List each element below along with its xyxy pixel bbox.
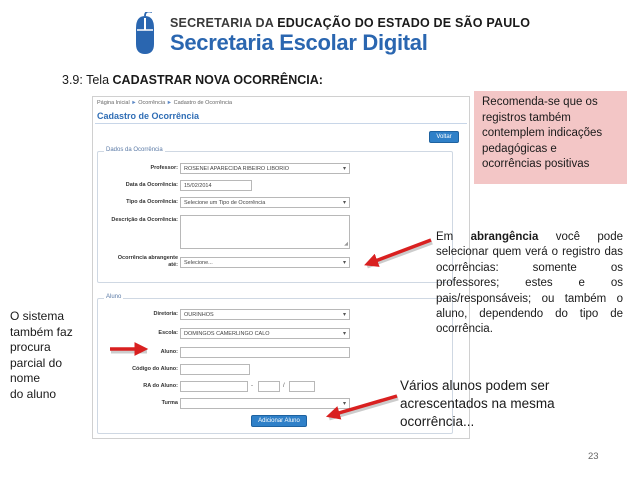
- abrangencia-note: Em abrangência você pode selecionar quem verá o registro das ocorrências: somente os professores; estes e os pais/responsáveis; ou também o aluno, dependendo do tipo de ocorrência.: [436, 231, 623, 336]
- busca-parcial-note: O sistema também faz procura parcial do nome do aluno: [10, 309, 73, 401]
- resize-grip-icon[interactable]: ◢: [344, 241, 348, 247]
- aluno-search-input[interactable]: [180, 347, 350, 358]
- sed-logo: [130, 10, 531, 60]
- breadcrumb-separator: ►: [166, 100, 173, 106]
- turma-label: Turma: [161, 400, 178, 406]
- ra-digit-input[interactable]: [258, 381, 280, 392]
- page-number: 23: [588, 451, 599, 462]
- adicionar-aluno-button[interactable]: Adicionar Aluno: [251, 415, 307, 427]
- data-ocorrencia-input[interactable]: 15/02/2014: [180, 180, 252, 191]
- breadcrumb: [97, 100, 232, 106]
- ocorrencia-fieldset: [97, 147, 453, 283]
- codigo-aluno-label: Código do Aluno:: [132, 366, 178, 372]
- ra-aluno-label: RA do Aluno:: [143, 383, 178, 389]
- page-title: Cadastro de Ocorrência: [97, 111, 200, 121]
- varios-alunos-note: Vários alunos podem ser acrescentados na mesma ocorrência...: [400, 378, 555, 429]
- recommendation-callout: Recomenda-se que os registros também contemplem indicações pedagógicas e ocorrências positivas: [474, 91, 627, 184]
- diretoria-select[interactable]: OURINHOS ▾: [180, 309, 350, 320]
- computer-mouse-icon: [130, 12, 160, 56]
- professor-select[interactable]: ROSENEI APARECIDA RIBEIRO LIBORIO ▾: [180, 163, 350, 174]
- ra-number-input[interactable]: [180, 381, 248, 392]
- tipo-ocorrencia-label: Tipo da Ocorrência:: [126, 199, 178, 205]
- title-divider: [95, 123, 467, 124]
- tipo-ocorrencia-select[interactable]: Selecione um Tipo de Ocorrência ▾: [180, 197, 350, 208]
- diretoria-label: Diretoria:: [153, 311, 178, 317]
- voltar-button[interactable]: Voltar: [429, 131, 459, 143]
- professor-label: Professor:: [150, 165, 178, 171]
- codigo-aluno-input[interactable]: [180, 364, 250, 375]
- breadcrumb-home[interactable]: Página Inicial: [97, 100, 130, 106]
- ra-separator: -: [251, 383, 253, 389]
- breadcrumb-separator: ►: [131, 100, 137, 106]
- data-ocorrencia-label: Data da Ocorrência:: [125, 182, 178, 188]
- abrangencia-select[interactable]: Selecione... ▾: [180, 257, 350, 268]
- descricao-textarea[interactable]: [180, 215, 350, 249]
- escola-label: Escola:: [158, 330, 178, 336]
- logo-subtitle: SECRETARIA DA EDUCAÇÃO DO ESTADO DE SÃO PAULO: [170, 16, 531, 30]
- breadcrumb-cadastro: Cadastro de Ocorrência: [173, 100, 233, 106]
- turma-select[interactable]: [180, 398, 350, 409]
- slide-title: 3.9: Tela CADASTRAR NOVA OCORRÊNCIA:: [62, 73, 323, 87]
- ra-uf-input[interactable]: [289, 381, 315, 392]
- descricao-label: Descrição da Ocorrência:: [111, 217, 178, 223]
- escola-select[interactable]: DOMINGOS CAMERLINGO CALO ▾: [180, 328, 350, 339]
- breadcrumb-ocorrencia[interactable]: Ocorrência: [138, 100, 166, 106]
- logo-title: Secretaria Escolar Digital: [170, 30, 428, 55]
- abrangente-label: Ocorrência abrangente: [117, 255, 178, 261]
- aluno-legend: Aluno: [106, 294, 122, 300]
- aluno-label: Aluno:: [160, 349, 178, 355]
- abrangente-label-ate: até:: [168, 262, 178, 268]
- ra-separator-slash: /: [283, 383, 285, 389]
- ocorrencia-legend: Dados da Ocorrência: [106, 147, 163, 153]
